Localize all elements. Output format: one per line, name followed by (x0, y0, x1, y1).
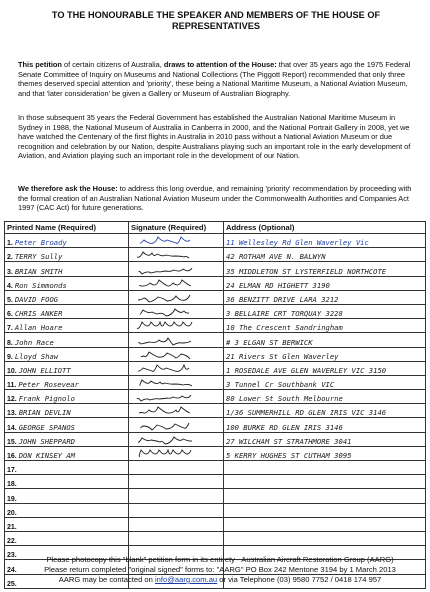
row-number: 10. (7, 367, 17, 375)
printed-name-cell[interactable] (5, 418, 129, 432)
signature-cell[interactable] (129, 531, 224, 545)
address-cell[interactable] (224, 262, 426, 276)
signature-table-header (5, 222, 426, 234)
signature-scrawl (131, 377, 211, 389)
address-cell[interactable] (224, 333, 426, 347)
signature-cell[interactable] (129, 418, 224, 432)
address-cell[interactable] (224, 475, 426, 489)
table-row (5, 290, 426, 304)
header-printed-name: Printed Name (Required) (5, 222, 129, 234)
address-text: 35 MIDDLETON ST LYSTERFIELD NORTHCOTE (226, 266, 387, 276)
signature-table (4, 221, 426, 589)
header-address: Address (Optional) (224, 222, 426, 234)
table-row (5, 361, 426, 375)
signature-cell[interactable] (129, 333, 224, 347)
table-row (5, 234, 426, 248)
printed-name-cell[interactable] (5, 290, 129, 304)
address-cell[interactable] (224, 290, 426, 304)
printed-name-cell[interactable] (5, 375, 129, 389)
email-link[interactable]: info@aarg.com.au (154, 575, 218, 584)
table-row (5, 531, 426, 545)
petition-paragraph-1 (18, 60, 416, 98)
signature-stroke (137, 395, 191, 401)
printed-name-cell[interactable] (5, 475, 129, 489)
printed-name-cell[interactable] (5, 503, 129, 517)
signature-cell[interactable] (129, 319, 224, 333)
address-text: 42 ROTHAM AVE N. BALWYN (226, 252, 326, 262)
table-row (5, 390, 426, 404)
signature-scrawl (131, 434, 211, 446)
table-row (5, 461, 426, 475)
table-row (5, 276, 426, 290)
row-number: 2. (7, 254, 13, 262)
address-text: 100 BURKE RD GLEN IRIS 3146 (226, 422, 343, 432)
signature-stroke (140, 237, 190, 243)
row-number: 11. (7, 382, 17, 390)
printed-name-cell[interactable] (5, 446, 129, 460)
signature-scrawl (131, 306, 211, 318)
address-text: 5 KERRY HUGHES ST CUTHAM 3095 (226, 451, 352, 460)
table-row (5, 489, 426, 503)
printed-name: John Race (14, 337, 54, 347)
signature-scrawl (131, 349, 211, 361)
signature-scrawl (131, 391, 211, 403)
petition-title: TO THE HONOURABLE THE SPEAKER AND MEMBERS OF THE HOUSE OF REPRESENTATIVES (51, 10, 381, 31)
address-text: 3 BELLAIRE CRT TORQUAY 3228 (226, 309, 343, 319)
row-number: 1. (7, 240, 13, 248)
row-number: 24. (7, 566, 17, 574)
footer-line-2: Please return completed "original signed" forms to: "AARG" PO Box 242 Mentone 3194 by 1 March 2013 (44, 565, 396, 574)
signature-cell[interactable] (129, 404, 224, 418)
printed-name-cell[interactable] (5, 319, 129, 333)
footer-contact-suffix: or via Telephone (03) 9580 7752 / 0418 174 957 (217, 575, 382, 584)
table-row (5, 248, 426, 262)
signature-scrawl (131, 320, 211, 332)
printed-name-cell[interactable] (5, 390, 129, 404)
printed-name: CHRIS ANKER (14, 309, 63, 319)
signature-cell[interactable] (129, 290, 224, 304)
printed-name-cell[interactable] (5, 361, 129, 375)
address-cell[interactable] (224, 489, 426, 503)
row-number: 12. (7, 396, 17, 404)
address-text: 80 Lower St South Melbourne (226, 394, 343, 404)
row-number: 21. (7, 523, 17, 531)
address-text: 21 Rivers St Glen Waverley (226, 351, 339, 361)
signature-cell[interactable] (129, 361, 224, 375)
signature-scrawl (131, 405, 211, 417)
row-number: 22. (7, 538, 17, 546)
signature-stroke (139, 450, 191, 456)
petition-text-2: that over 35 years ago the 1975 Federal Senate Committee of Inquiry on Museums and National Collections (The Piggott Report) recommended that only three themes deserved special attention and 'priority', these being a National Maritime Museum, a National Aviation Museum, and that 'later consideration' be given a Gallery or Museum of Australian Biography. (18, 60, 411, 98)
signature-stroke (139, 338, 191, 345)
signature-cell[interactable] (129, 446, 224, 460)
footer-line-1: Please photocopy this "blank" petition form in its entirety - Australian Aircraft Restoration Group (AARG) (46, 555, 394, 564)
signature-stroke (137, 322, 192, 328)
row-number: 15. (7, 438, 17, 446)
address-text: 1/36 SUMMERHILL RD GLEN IRIS VIC 3146 (226, 408, 387, 418)
row-number: 25. (7, 580, 17, 588)
signature-scrawl (131, 278, 211, 290)
address-cell[interactable] (224, 375, 426, 389)
printed-name: Lloyd Shaw (14, 351, 59, 361)
row-number: 18. (7, 481, 17, 489)
printed-name-cell[interactable] (5, 276, 129, 290)
address-text: 36 BENZITT DRIVE LARA 3212 (226, 294, 339, 304)
printed-name: BRIAN DEVLIN (18, 408, 71, 418)
signature-cell[interactable] (129, 304, 224, 318)
signature-scrawl (131, 292, 211, 304)
address-cell[interactable] (224, 276, 426, 290)
petition-request-text: to address this long overdue, and remaining 'priority' recommendation by proceeding with the formal creation of an Australian National Aviation Museum under the Commonwealth Authorities and Companies Act 1997 (CAC Act) for future generations. (18, 184, 412, 213)
printed-name: Ron Simmonds (14, 280, 67, 290)
row-number: 8. (7, 339, 13, 347)
signature-stroke (139, 268, 192, 274)
address-cell[interactable] (224, 347, 426, 361)
table-row (5, 347, 426, 361)
address-cell[interactable] (224, 361, 426, 375)
printed-name: DAVID FOOG (14, 294, 59, 304)
signature-stroke (141, 352, 190, 359)
row-number: 19. (7, 495, 17, 503)
signature-scrawl (131, 249, 211, 261)
address-text: 24 ELMAN RD HIGHETT 3190 (226, 280, 330, 290)
address-cell[interactable] (224, 234, 426, 248)
signature-cell[interactable] (129, 234, 224, 248)
petition-attention: draws to attention of the House: (163, 60, 277, 69)
signature-cell[interactable] (129, 461, 224, 475)
printed-name-cell[interactable] (5, 333, 129, 347)
address-text: 11 Wellesley Rd Glen Waverley Vic (226, 238, 369, 248)
signature-stroke (140, 280, 192, 286)
header-signature: Signature (Required) (129, 222, 224, 234)
row-number: 7. (7, 325, 13, 333)
signature-stroke (139, 407, 190, 413)
address-cell[interactable] (224, 461, 426, 475)
printed-name-cell[interactable] (5, 248, 129, 262)
table-row (5, 475, 426, 489)
table-row (5, 432, 426, 446)
printed-name-cell[interactable] (5, 262, 129, 276)
address-cell[interactable] (224, 503, 426, 517)
address-cell[interactable] (224, 531, 426, 545)
address-cell[interactable] (224, 319, 426, 333)
address-text: 3 Tunnel Cr Southbank VIC (226, 380, 335, 390)
printed-name-cell[interactable] (5, 347, 129, 361)
address-cell[interactable] (224, 418, 426, 432)
table-row (5, 319, 426, 333)
row-number: 14. (7, 424, 17, 432)
table-row (5, 418, 426, 432)
petition-paragraph-3 (18, 184, 416, 213)
signature-stroke (138, 437, 192, 444)
signature-cell[interactable] (129, 390, 224, 404)
signature-cell[interactable] (129, 489, 224, 503)
petition-request-lead: We therefore ask the House: (18, 184, 118, 193)
signature-scrawl (131, 335, 211, 347)
signature-stroke (137, 252, 189, 258)
petition-footer (20, 555, 420, 585)
signature-cell[interactable] (129, 276, 224, 290)
row-number: 9. (7, 353, 13, 361)
table-row (5, 517, 426, 531)
signature-stroke (141, 423, 189, 430)
signature-scrawl (131, 363, 211, 375)
printed-name: Frank Pignolo (18, 394, 75, 404)
printed-name-cell[interactable] (5, 489, 129, 503)
signature-scrawl (131, 235, 211, 247)
row-number: 5. (7, 296, 13, 304)
table-row (5, 375, 426, 389)
signature-cell[interactable] (129, 262, 224, 276)
row-number: 6. (7, 311, 13, 319)
printed-name: Peter Rosevear (18, 380, 79, 390)
table-row (5, 333, 426, 347)
address-cell[interactable] (224, 390, 426, 404)
row-number: 23. (7, 552, 17, 560)
table-row (5, 262, 426, 276)
printed-name-cell[interactable] (5, 531, 129, 545)
signature-stroke (138, 295, 190, 302)
address-text: # 3 ELGAN ST BERWICK (226, 337, 313, 347)
signature-cell[interactable] (129, 375, 224, 389)
row-number: 16. (7, 453, 17, 460)
row-number: 3. (7, 268, 13, 276)
printed-name-cell[interactable] (5, 234, 129, 248)
address-cell[interactable] (224, 446, 426, 460)
row-number: 17. (7, 467, 17, 475)
address-cell[interactable] (224, 304, 426, 318)
footer-line-3 (20, 575, 420, 585)
printed-name: JOHN SHEPPARD (18, 436, 75, 446)
address-cell[interactable] (224, 404, 426, 418)
printed-name-cell[interactable] (5, 404, 129, 418)
table-row (5, 503, 426, 517)
signature-scrawl (131, 420, 211, 432)
table-row (5, 404, 426, 418)
table-row (5, 446, 426, 460)
signature-cell[interactable] (129, 248, 224, 262)
address-text: 10 The Crescent Sandringham (226, 323, 343, 333)
printed-name: GEORGE SPANOS (18, 422, 75, 432)
address-cell[interactable] (224, 517, 426, 531)
table-row (5, 304, 426, 318)
address-cell[interactable] (224, 432, 426, 446)
signature-cell[interactable] (129, 347, 224, 361)
printed-name-cell[interactable] (5, 304, 129, 318)
signature-cell[interactable] (129, 517, 224, 531)
printed-name: BRIAN SMITH (14, 266, 63, 276)
address-text: 27 WILCHAM ST STRATHMORE 3041 (226, 436, 352, 446)
row-number: 20. (7, 509, 17, 517)
printed-name-cell[interactable] (5, 432, 129, 446)
petition-text-1: of certain citizens of Australia, (61, 60, 164, 69)
signature-cell[interactable] (129, 475, 224, 489)
signature-scrawl (131, 448, 211, 460)
printed-name: TERRY Sully (14, 252, 63, 262)
printed-name: DON KINSEY AM (18, 451, 75, 460)
footer-contact-prefix: AARG may be contacted on (58, 575, 155, 584)
printed-name: JOHN ELLIOTT (18, 365, 71, 375)
address-cell[interactable] (224, 248, 426, 262)
printed-name-cell[interactable] (5, 461, 129, 475)
signature-stroke (138, 365, 189, 371)
printed-name-cell[interactable] (5, 517, 129, 531)
signature-cell[interactable] (129, 432, 224, 446)
petition-paragraph-2: In those subsequent 35 years the Federal Government has established the Australian National Maritime Museum in Sydney in 1988, the National Museum of Australia in Canberra in 2000, and the National Portrait Gallery in 2008, yet we have watched the Centenary of the first flights in Australia in 2010 pass without a National Aviation Museum or due recognition and celebration by our Nation, despite Australians playing such an important role in the early development of Aviation, and Aviation playing such an important role in the development of our Nation. (18, 113, 411, 161)
row-number: 4. (7, 282, 13, 290)
signature-stroke (140, 309, 189, 316)
petition-lead: This petition (18, 60, 62, 69)
signature-cell[interactable] (129, 503, 224, 517)
printed-name: Allan Hoare (14, 323, 63, 333)
signature-stroke (140, 380, 192, 386)
address-text: 1 ROSEDALE AVE GLEN WAVERLEY VIC 3150 (226, 365, 387, 375)
row-number: 13. (7, 410, 17, 418)
signature-scrawl (131, 264, 211, 276)
printed-name: Peter Broady (14, 238, 67, 248)
